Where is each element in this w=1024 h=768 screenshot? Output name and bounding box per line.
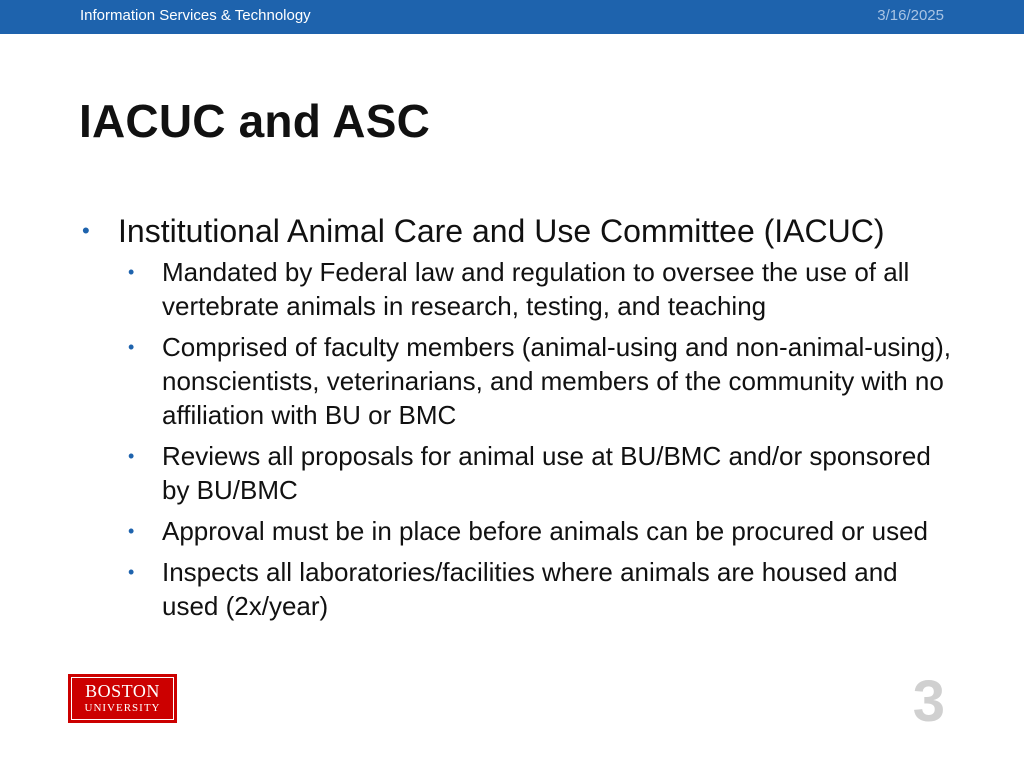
sub-bullet-text: Reviews all proposals for animal use at BU/BMC and/or sponsored by BU/BMC xyxy=(162,441,931,505)
slide-title: IACUC and ASC xyxy=(79,95,431,147)
slide-content xyxy=(78,211,958,630)
sub-bullet-dot-icon: • xyxy=(128,521,135,541)
header-date: 3/16/2025 xyxy=(877,7,944,24)
bullet-item xyxy=(78,211,958,251)
sub-bullet-dot-icon: • xyxy=(128,337,135,357)
sub-bullet-item xyxy=(78,439,952,507)
sub-bullet-text: Mandated by Federal law and regulation to oversee the use of all vertebrate animals in research, testing, and teaching xyxy=(162,257,910,321)
bullet-text: Institutional Animal Care and Use Committee (IACUC) xyxy=(118,213,885,249)
sub-bullet-dot-icon: • xyxy=(128,562,135,582)
sub-bullet-item xyxy=(78,255,952,323)
sub-bullet-dot-icon: • xyxy=(128,262,135,282)
sub-bullet-item xyxy=(78,514,952,548)
header-bar xyxy=(0,0,1024,34)
sub-bullet-text: Inspects all laboratories/facilities where animals are housed and used (2x/year) xyxy=(162,557,898,621)
logo-frame xyxy=(71,677,174,720)
sub-bullet-item xyxy=(78,555,952,623)
sub-bullet-dot-icon: • xyxy=(128,446,135,466)
bullet-dot-icon: • xyxy=(82,218,90,243)
sub-bullet-text: Comprised of faculty members (animal-using and non-animal-using), nonscientists, veterinarians, and members of the community with no affiliation with BU or BMC xyxy=(162,332,952,430)
header-org: Information Services & Technology xyxy=(80,7,311,24)
page-number: 3 xyxy=(912,669,945,734)
logo-line1: BOSTON xyxy=(85,681,160,701)
sub-bullet-list xyxy=(78,255,958,623)
logo-line2: UNIVERSITY xyxy=(84,702,161,714)
boston-university-logo xyxy=(68,674,177,723)
sub-bullet-item xyxy=(78,330,952,432)
sub-bullet-text: Approval must be in place before animals can be procured or used xyxy=(162,516,928,546)
